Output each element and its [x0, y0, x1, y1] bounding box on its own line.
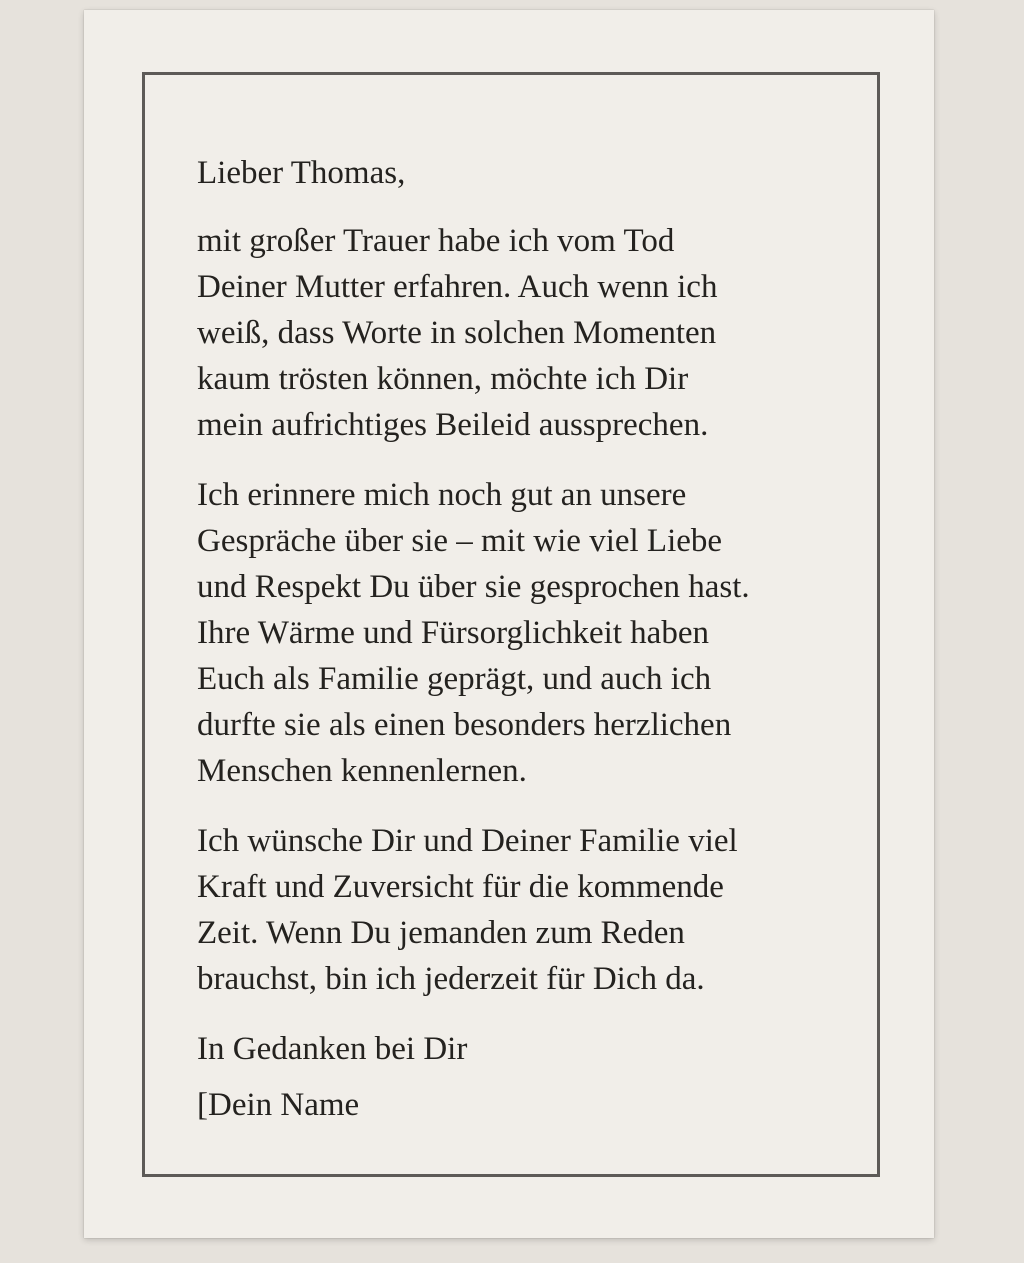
paragraph-3	[197, 818, 897, 1002]
paragraph-line: mit großer Trauer habe ich vom Tod	[197, 223, 675, 259]
paragraph-line: weiß, dass Worte in solchen Momenten	[197, 315, 717, 351]
paragraph-line: Ich wünsche Dir und Deiner Familie viel	[197, 823, 738, 859]
paragraph-line: Deiner Mutter erfahren. Auch wenn ich	[197, 269, 718, 305]
paragraph-line: Kraft und Zuversicht für die kommende	[197, 869, 724, 905]
paragraph-line: Euch als Familie geprägt, und auch ich	[197, 661, 712, 697]
paragraph-line: brauchst, bin ich jederzeit für Dich da.	[197, 961, 705, 997]
paragraph-line: Zeit. Wenn Du jemanden zum Reden	[197, 915, 685, 951]
paragraph-1	[197, 218, 897, 448]
letter-closing: In Gedanken bei Dir	[197, 1031, 468, 1067]
paragraph-line: Ich erinnere mich noch gut an unsere	[197, 477, 687, 513]
paragraph-line: Gespräche über sie – mit wie viel Liebe	[197, 523, 723, 559]
letter-greeting: Lieber Thomas,	[197, 155, 406, 191]
paragraph-line: mein aufrichtiges Beileid aussprechen.	[197, 407, 709, 443]
paragraph-line: und Respekt Du über sie gesprochen hast.	[197, 569, 750, 605]
paragraph-line: Ihre Wärme und Fürsorglichkeit haben	[197, 615, 709, 651]
paragraph-line: kaum trösten können, möchte ich Dir	[197, 361, 689, 397]
condolence-card	[84, 10, 934, 1238]
letter-body	[197, 150, 897, 1128]
paragraph-line: Menschen kennenlernen.	[197, 753, 527, 789]
paragraph-line: durfte sie als einen besonders herzlichen	[197, 707, 732, 743]
paragraph-2	[197, 472, 897, 794]
letter-signature: [Dein Name	[197, 1087, 360, 1123]
